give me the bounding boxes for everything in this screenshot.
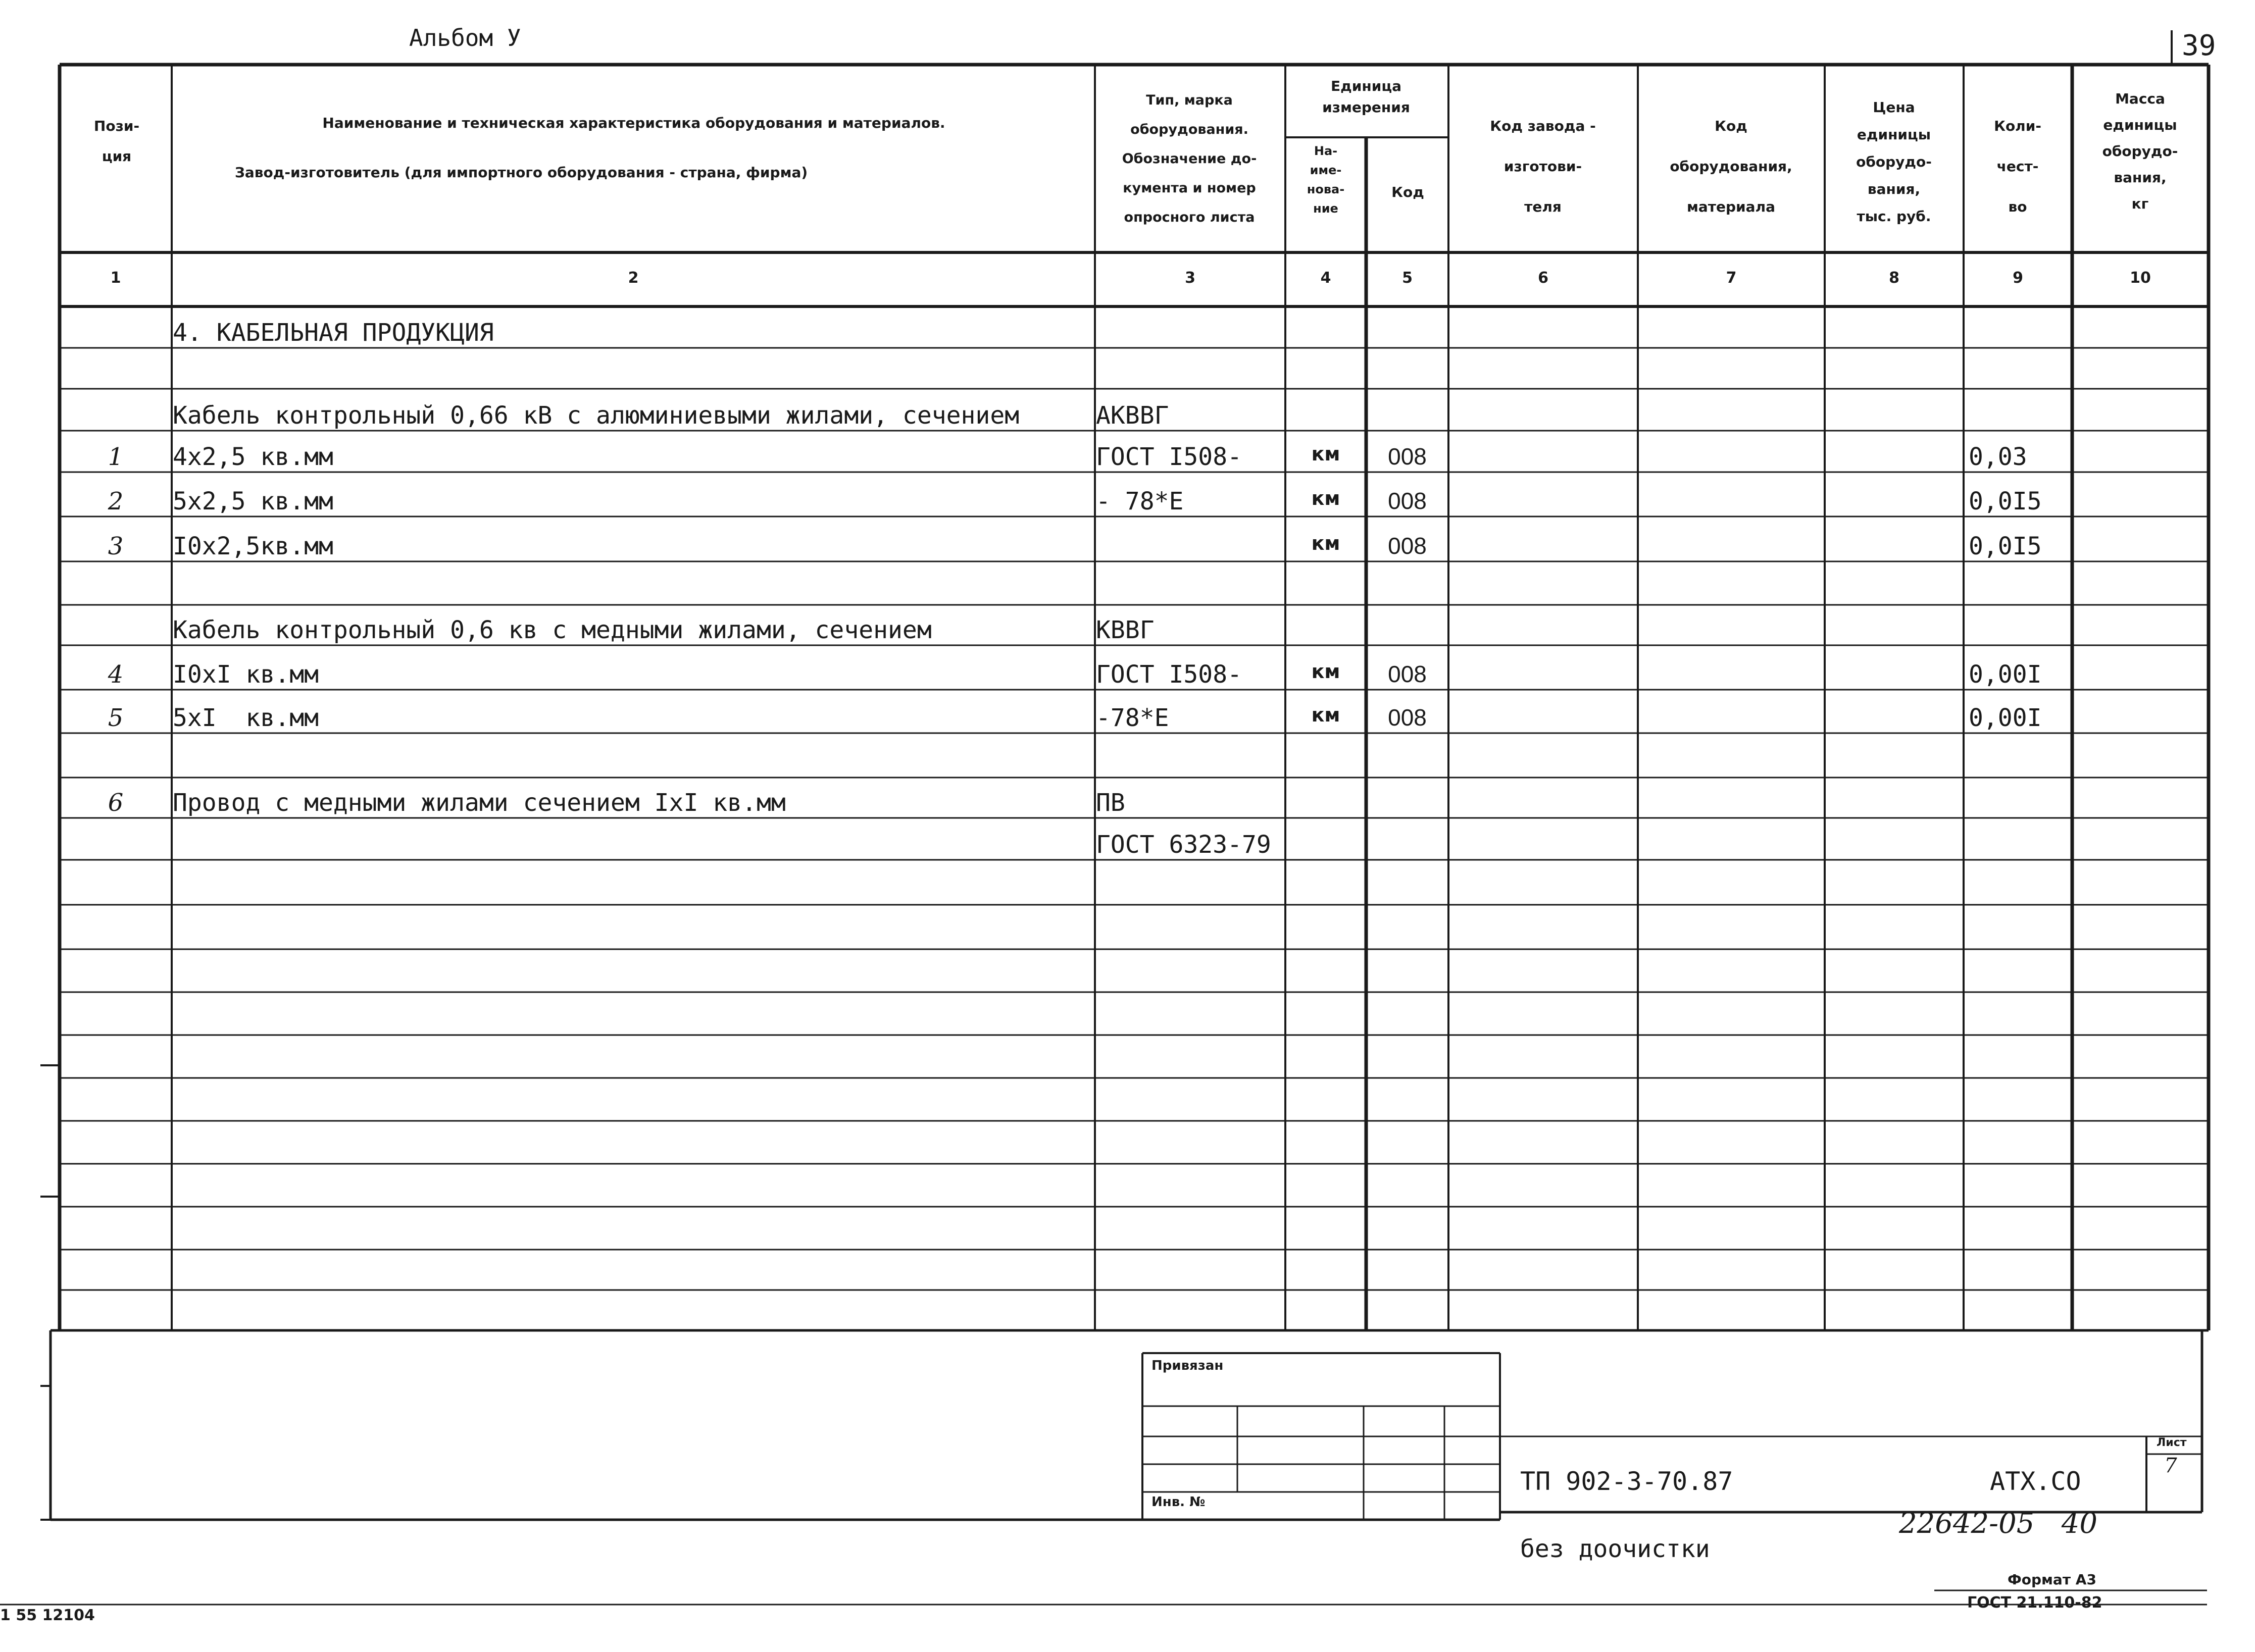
row-quantity: 0,0I5 <box>1969 532 2042 560</box>
sheet-label: Лист <box>2157 1436 2187 1449</box>
row-type: ГОСТ I508- <box>1096 443 1242 471</box>
format-label: Формат А3 <box>2008 1571 2096 1588</box>
column-number-2: 2 <box>628 269 639 287</box>
row-position: 2 <box>108 487 124 515</box>
document-code: ТП 902-3-70.87 <box>1520 1467 1733 1496</box>
album-label: Альбом У <box>409 24 521 51</box>
header-unit-name: На- име- нова- ние <box>1307 144 1345 216</box>
row-position: 4 <box>108 660 124 689</box>
row-quantity: 0,00I <box>1969 704 2042 732</box>
header-unit-code: Код <box>1391 184 1424 200</box>
column-number-8: 8 <box>1889 269 1899 287</box>
row-quantity: 0,00I <box>1969 660 2042 689</box>
row-unit: км <box>1311 487 1340 509</box>
row-name: 5хI кв.мм <box>173 704 319 732</box>
column-number-1: 1 <box>110 269 121 287</box>
row-type: ГОСТ 6323-79 <box>1096 831 1271 859</box>
header-name-line2: Завод-изготовитель (для импортного оборудования - страна, фирма) <box>235 164 808 181</box>
row-unit: км <box>1311 532 1340 554</box>
row-unit-code: 008 <box>1388 443 1427 470</box>
document-suffix: АТХ.СО <box>1990 1467 2081 1496</box>
row-quantity: 0,0I5 <box>1969 487 2042 515</box>
row-unit: км <box>1311 660 1340 683</box>
header-name-line1: Наименование и техническая характеристика оборудования и материалов. <box>322 115 945 131</box>
row-name: I0х2,5кв.мм <box>173 532 333 560</box>
title-block-privyazan: Привязан <box>1151 1358 1224 1373</box>
row-name: Провод с медными жилами сечением IхI кв.мм <box>173 789 786 817</box>
row-position: 3 <box>108 532 124 560</box>
row-position: 6 <box>108 789 124 817</box>
column-number-7: 7 <box>1726 269 1737 287</box>
row-type: - 78*Е <box>1096 487 1184 515</box>
row-unit: км <box>1311 443 1340 465</box>
column-number-4: 4 <box>1320 269 1331 287</box>
column-number-6: 6 <box>1538 269 1548 287</box>
sheet-number: 7 <box>2164 1454 2177 1477</box>
header-unit: Единица измерения <box>1322 78 1410 116</box>
gost-label: ГОСТ 21.110-82 <box>1967 1594 2102 1612</box>
row-unit-code: 008 <box>1388 488 1427 514</box>
row-name: 4х2,5 кв.мм <box>173 443 333 471</box>
row-name: Кабель контрольный 0,6 кв с медными жилами, сечением <box>173 616 932 644</box>
row-position: 1 <box>108 443 124 471</box>
row-name: Кабель контрольный 0,66 кВ с алюминиевыми жилами, сечением <box>173 401 1020 430</box>
row-unit: км <box>1311 704 1340 726</box>
title-block-inv-no: Инв. № <box>1151 1494 1206 1510</box>
column-number-10: 10 <box>2130 269 2151 287</box>
column-number-3: 3 <box>1185 269 1195 287</box>
row-unit-code: 008 <box>1388 661 1427 687</box>
row-type: КВВГ <box>1096 616 1155 644</box>
header-position: Пози- ция <box>93 118 140 165</box>
footer-note: без доочистки <box>1520 1535 1710 1563</box>
header-type: Тип, марка оборудования. Обозначение до- кумента и номер опросного листа <box>1122 92 1257 225</box>
page-number: 39 <box>2182 29 2216 62</box>
handwritten-number: 22642-05 40 <box>1899 1507 2097 1540</box>
row-name: 5х2,5 кв.мм <box>173 487 333 515</box>
column-number-5: 5 <box>1402 269 1413 287</box>
row-position: 5 <box>108 704 124 732</box>
column-number-9: 9 <box>2013 269 2023 287</box>
header-manufacturer-code: Код завода - изготови- теля <box>1490 118 1596 215</box>
header-price: Цена единицы оборудо- вания, тыс. руб. <box>1856 99 1932 225</box>
header-quantity: Коли- чест- во <box>1994 118 2041 215</box>
header-mass: Масса единицы оборудо- вания, кг <box>2102 90 2178 212</box>
row-type: АКВВГ <box>1096 401 1169 430</box>
row-unit-code: 008 <box>1388 533 1427 559</box>
row-quantity: 0,03 <box>1969 443 2027 471</box>
row-unit-code: 008 <box>1388 704 1427 731</box>
row-type: -78*Е <box>1096 704 1169 732</box>
left-code: 1 55 12104 <box>0 1607 95 1624</box>
row-name: I0хI кв.мм <box>173 660 319 689</box>
header-equipment-code: Код оборудования, материала <box>1670 118 1792 215</box>
row-name: 4. КАБЕЛЬНАЯ ПРОДУКЦИЯ <box>173 319 494 347</box>
row-type: ПВ <box>1096 789 1125 817</box>
row-type: ГОСТ I508- <box>1096 660 1242 689</box>
